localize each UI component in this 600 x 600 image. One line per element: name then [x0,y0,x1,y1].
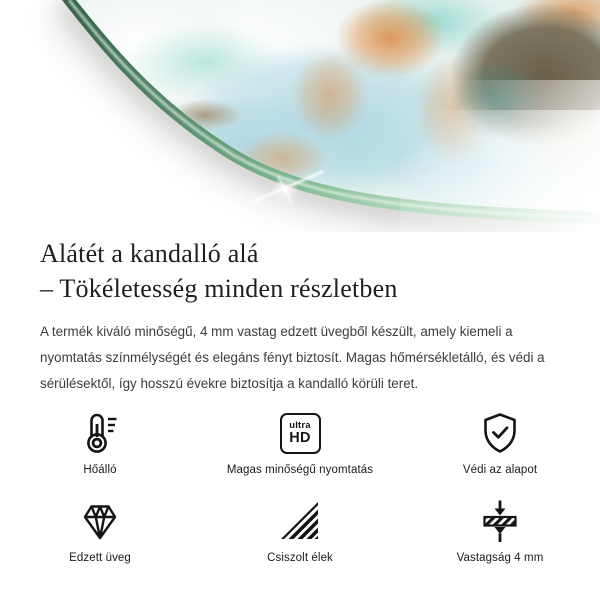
ultra-hd-icon [280,410,321,456]
glass-mat-photo [0,0,600,232]
feature-label: Magas minőségű nyomtatás [226,464,374,477]
thickness-icon [477,498,523,544]
hero-image [0,0,600,232]
page-title [40,236,560,306]
product-copy [0,236,600,397]
feature-label: Vastagság 4 mm [456,552,544,565]
feature-thickness [400,498,600,564]
feature-ultra-hd-print [200,410,400,476]
polished-edges-icon [277,498,323,544]
feature-heat-resistant [0,410,200,476]
feature-label: Hőálló [83,464,117,477]
ultra-hd-icon-text-top: ultra [289,419,311,431]
shield-check-icon [477,410,523,456]
feature-protects-base [400,410,600,476]
feature-polished-edges [200,498,400,564]
ultra-hd-icon-text-bottom: HD [289,430,311,447]
feature-label: Csiszolt élek [267,552,333,565]
feature-label: Védi az alapot [462,464,538,477]
features-grid [0,410,600,564]
page-title-line2: – Tökéletesség minden részletben [40,274,398,303]
feature-label: Edzett üveg [69,552,131,565]
diamond-icon [77,498,123,544]
thermometer-icon [77,410,123,456]
feature-tempered-glass [0,498,200,564]
photo-fade [400,110,600,232]
product-description: A termék kiváló minőségű, 4 mm vastag edzett üvegből készült, amely kiemeli a nyomtatás színmélységét és elegáns fényt biztosít. Magas hőmérsékletálló, és védi a sérülésektől, így hosszú évekre biztosítja a kandalló körüli teret. [40,324,545,391]
page-title-line1: Alátét a kandalló alá [40,239,259,268]
